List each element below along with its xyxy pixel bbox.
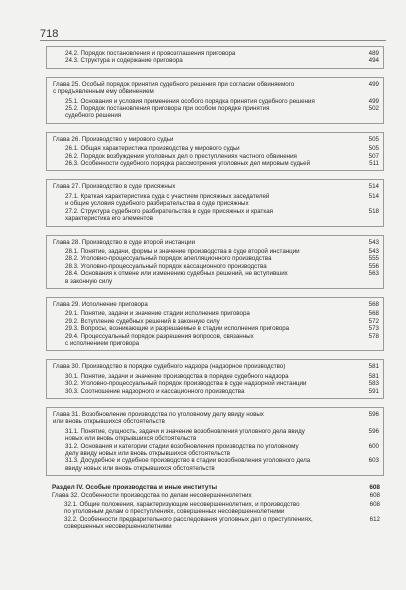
toc-entry-title: Раздел IV. Особые производства и иные институты: [52, 484, 218, 492]
toc-entry-title: Глава 30. Производство в порядке судебного надзора (надзорное производство): [53, 363, 286, 371]
toc-section: [46, 179, 384, 226]
toc-subentry: [53, 57, 379, 64]
toc-entry-title: 26.3. Особенности судебного порядка рассмотрения уголовных дел мировым судьей: [65, 160, 311, 168]
toc-entry-title: 25.2. Порядок постановления приговора при особом порядке принятия судебного решения: [65, 105, 270, 120]
toc-entry-title: 26.2. Порядок возбуждения уголовных дел о преступлениях частного обвинения: [65, 152, 297, 160]
toc-entry-title: 31.1. Понятие, сущность, задачи и значение возобновления уголовного дела ввиду новых или вновь открывшихся обстоятельств: [65, 427, 305, 443]
toc-section: [46, 77, 384, 124]
toc-entry-page: 600: [368, 442, 379, 450]
toc-entry-page: 581: [368, 363, 379, 371]
toc-subentry: [53, 380, 379, 387]
toc-subentry: [53, 325, 379, 332]
toc-entry-page: 489: [368, 50, 379, 57]
toc-entry-page: 502: [368, 105, 379, 113]
page-number: 718: [40, 28, 59, 40]
toc-entry-page: 514: [368, 192, 379, 200]
toc-entry-page: 612: [369, 515, 380, 523]
toc-entry-page: 583: [368, 380, 379, 388]
toc-entry-title: 28.4. Основания к отмене или изменению судебных решений, не вступивших в законную силу: [65, 270, 288, 285]
toc-entry-title: 30.2. Уголовно-процессуальный порядок производства в суде надзорной инстанции: [65, 380, 307, 388]
toc-entry-title: 31.2. Основания и категории стадии возобновления производства по уголовному делу ввиду новых или вновь открывшихся обстоятельств: [65, 442, 299, 458]
header-rule: [40, 40, 386, 41]
toc-entry-title: 29.1. Понятие, задачи и значение стадии исполнения приговора: [65, 310, 250, 318]
toc-subentry: [53, 263, 379, 270]
toc-entry-title: Глава 31. Возобновление производства по уголовному делу ввиду новых или вновь открывшихся обстоятельств: [53, 411, 264, 426]
toc-entry-page: 596: [368, 411, 379, 418]
toc-entry-page: 494: [368, 57, 379, 65]
toc-section: [46, 484, 384, 530]
toc-entry-page: 505: [368, 135, 379, 143]
toc-entry-title: 28.1. Понятие, задачи, формы и значение производства в суде второй инстанции: [65, 247, 300, 255]
toc-entry-title: 31.3. Досудебное и судебное производство в стадии возобновления уголовного дела ввиду новых или вновь открывшихся обстоятельств: [65, 457, 311, 472]
toc-section: [46, 359, 384, 399]
toc-entry-page: 572: [368, 317, 379, 325]
toc-entry-page: 603: [368, 457, 379, 465]
toc-entry-page: 514: [368, 183, 379, 191]
toc-entry-title: 26.1. Общая характеристика производства у мирового судьи: [65, 145, 240, 153]
toc-section: [46, 235, 384, 289]
toc-subentry: [53, 145, 379, 152]
toc-entry-page: 507: [368, 152, 379, 160]
toc-entry-title: 28.3. Уголовно-процессуальный порядок кассационного производства: [65, 262, 267, 270]
toc-entry-page: 511: [369, 160, 379, 168]
toc-subentry: [53, 208, 379, 223]
toc-chapter-entry: [53, 363, 379, 370]
toc-entry-title: Глава 26. Производство у мирового судьи: [53, 135, 174, 143]
toc-chapter-entry: [53, 136, 379, 143]
toc-subentry: [53, 98, 379, 105]
toc-part-heading: [52, 484, 380, 491]
toc-entry-page: 608: [369, 491, 380, 499]
toc-entry-title: 29.3. Вопросы, возникающие и разрешаемые в стадии исполнения приговора: [65, 325, 290, 333]
toc-entry-page: 499: [368, 80, 379, 88]
toc-entry-title: 25.1. Основания и условия применения особого порядка принятия судебного решения: [65, 97, 315, 105]
toc-subentry: [53, 388, 379, 395]
table-of-contents: [46, 46, 384, 539]
toc-chapter-entry: [53, 183, 379, 190]
toc-entry-title: 30.3. Соотношение надзорного и кассационного производства: [65, 387, 245, 395]
toc-subentry: [53, 105, 379, 120]
toc-subentry: [53, 160, 379, 167]
toc-subentry: [53, 248, 379, 255]
toc-entry-page: 578: [368, 332, 379, 340]
toc-entry-title: Глава 32. Особенности производства по делам несовершеннолетних: [52, 491, 252, 499]
toc-entry-page: 563: [368, 270, 379, 278]
toc-subentry: [53, 443, 379, 458]
toc-entry-page: 518: [368, 207, 379, 215]
toc-entry-title: 24.3. Структура и содержание приговора: [65, 57, 183, 65]
toc-entry-title: 32.2. Особенности предварительного расследования уголовных дел о преступлениях, совершенных несовершеннолетними: [64, 515, 313, 531]
toc-entry-title: 27.1. Краткая характеристика суда с участием присяжных заседателей и общие условия судебного разбирательства в суде присяжных: [65, 192, 270, 208]
toc-entry-page: 499: [368, 97, 379, 105]
toc-section: [46, 297, 384, 351]
toc-entry-page: 543: [368, 238, 379, 246]
toc-subentry: [53, 333, 379, 348]
toc-entry-title: 24.2. Порядок постановления и провозглашения приговора: [65, 50, 236, 57]
toc-chapter-entry: [53, 239, 379, 246]
toc-entry-page: 556: [368, 262, 379, 270]
toc-entry-title: Глава 28. Производство в суде второй инстанции: [53, 238, 196, 246]
toc-entry-title: 29.4. Процессуальный порядок разрешения вопросов, связанных с исполнением приговора: [65, 332, 254, 347]
toc-entry-title: 28.2. Уголовно-процессуальный порядок апелляционного производства: [65, 255, 272, 263]
toc-entry-page: 543: [368, 247, 379, 255]
toc-chapter-entry: [53, 81, 379, 96]
toc-entry-title: Глава 25. Особый порядок принятия судебного решения при согласии обвиняемого с предъявленным ему обвинением: [53, 80, 295, 96]
toc-section: [46, 132, 384, 172]
toc-entry-title: 27.2. Структура судебного разбирательства в суде присяжных и краткая характеристика его элементов: [65, 207, 274, 223]
toc-subentry: [53, 310, 379, 317]
toc-entry-page: 505: [368, 145, 379, 153]
toc-section: [46, 46, 384, 69]
toc-subentry: [53, 153, 379, 160]
toc-entry-title: 29.2. Вступление судебных решений в законную силу: [65, 317, 220, 325]
toc-subentry: [53, 255, 379, 262]
toc-subentry: [53, 428, 379, 443]
toc-chapter-entry: [53, 301, 379, 308]
toc-entry-page: 608: [369, 501, 380, 509]
toc-subentry: [53, 270, 379, 285]
toc-subentry: [53, 50, 379, 57]
toc-entry-page: 581: [368, 372, 379, 380]
toc-entry-page: 555: [368, 255, 379, 263]
toc-subentry: [53, 457, 379, 472]
toc-section: [46, 407, 384, 476]
toc-entry-page: 573: [368, 325, 379, 333]
toc-subentry: [52, 501, 380, 516]
toc-chapter-entry: [53, 411, 379, 426]
toc-chapter-entry: [52, 492, 380, 499]
toc-entry-title: 30.1. Понятие, задачи и значение производства в порядке судебного надзора: [65, 372, 289, 380]
toc-subentry: [52, 516, 380, 531]
toc-entry-page: 568: [368, 300, 379, 308]
toc-subentry: [53, 318, 379, 325]
toc-entry-title: 32.1. Общие положения, характеризующие несовершеннолетних, и производство по уголовным делам о преступлениях, совершенных несовершеннолетними: [64, 501, 300, 516]
toc-subentry: [53, 193, 379, 208]
toc-entry-page: 591: [368, 387, 379, 395]
toc-entry-page: 608: [369, 484, 380, 492]
toc-entry-page: 568: [368, 310, 379, 318]
toc-entry-title: Глава 29. Исполнение приговора: [53, 300, 148, 308]
toc-entry-title: Глава 27. Производство в суде присяжных: [53, 183, 176, 191]
toc-subentry: [53, 373, 379, 380]
toc-entry-page: 596: [368, 427, 379, 435]
